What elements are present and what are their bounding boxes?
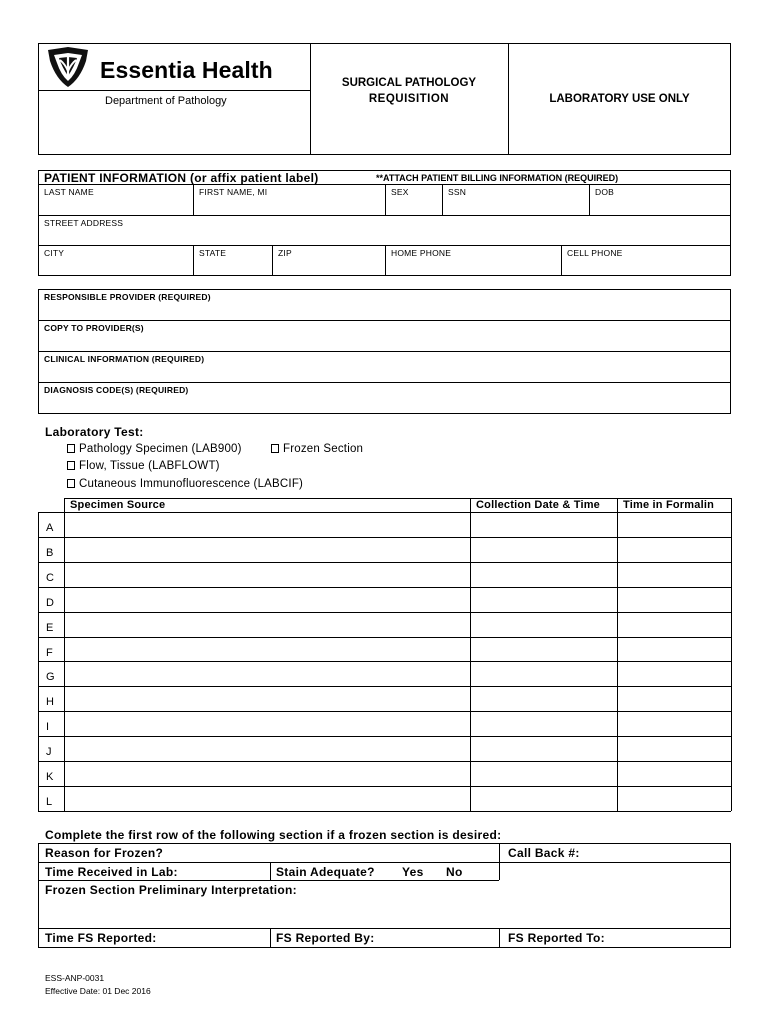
checkbox-icon[interactable]	[271, 444, 279, 453]
row-letter-f: F	[46, 647, 53, 659]
checkbox-icon[interactable]	[67, 444, 75, 453]
checkbox-icon[interactable]	[67, 479, 75, 488]
frozen-intro: Complete the first row of the following section if a frozen section is desired:	[45, 828, 502, 842]
sex-field[interactable]: SEX	[391, 187, 409, 197]
col-time-in-formalin: Time in Formalin	[623, 499, 715, 511]
form-id: ESS-ANP-0031	[45, 973, 105, 983]
lab-use-only: LABORATORY USE ONLY	[549, 93, 690, 105]
cell-phone-field[interactable]: CELL PHONE	[567, 248, 623, 258]
patient-heading: PATIENT INFORMATION (or affix patient label)	[44, 171, 319, 185]
col-specimen-source: Specimen Source	[70, 499, 166, 511]
table-row[interactable]	[65, 513, 730, 536]
checkbox-icon[interactable]	[67, 461, 75, 470]
table-row[interactable]	[65, 563, 730, 586]
essentia-logo-icon	[45, 45, 91, 89]
table-row[interactable]	[65, 638, 730, 661]
stain-yes-option[interactable]: Yes	[402, 865, 424, 879]
first-name-field[interactable]: FIRST NAME, MI	[199, 187, 268, 197]
state-field[interactable]: STATE	[199, 248, 227, 258]
fs-reported-by-field[interactable]: FS Reported By:	[276, 931, 375, 945]
copy-to-provider-field[interactable]: COPY TO PROVIDER(S)	[44, 323, 144, 333]
billing-note: **ATTACH PATIENT BILLING INFORMATION (REQUIRED)	[376, 173, 619, 183]
row-letter-b: B	[46, 547, 54, 559]
lab-test-heading: Laboratory Test:	[45, 425, 144, 439]
form-title-line2: REQUISITION	[368, 93, 450, 105]
call-back-field[interactable]: Call Back #:	[508, 846, 580, 860]
row-letter-h: H	[46, 696, 55, 708]
preliminary-interpretation-field[interactable]: Frozen Section Preliminary Interpretation:	[45, 883, 297, 897]
zip-field[interactable]: ZIP	[278, 248, 292, 258]
option-flow-tissue[interactable]: Flow, Tissue (LABFLOWT)	[67, 460, 220, 472]
fs-reported-to-field[interactable]: FS Reported To:	[508, 931, 605, 945]
table-row[interactable]	[65, 538, 730, 561]
responsible-provider-field[interactable]: RESPONSIBLE PROVIDER (REQUIRED)	[44, 292, 211, 302]
stain-no-option[interactable]: No	[446, 865, 463, 879]
row-letter-i: I	[46, 721, 50, 733]
clinical-info-field[interactable]: CLINICAL INFORMATION (REQUIRED)	[44, 354, 205, 364]
table-row-line	[38, 811, 731, 812]
table-row[interactable]	[65, 737, 730, 760]
table-row[interactable]	[65, 613, 730, 636]
department-name: Department of Pathology	[105, 95, 227, 107]
effective-date: Effective Date: 01 Dec 2016	[45, 986, 151, 996]
home-phone-field[interactable]: HOME PHONE	[391, 248, 452, 258]
table-row[interactable]	[65, 787, 730, 810]
row-letter-k: K	[46, 771, 54, 783]
form-title-line1: SURGICAL PATHOLOGY	[341, 77, 477, 89]
option-cutaneous-if[interactable]: Cutaneous Immunofluorescence (LABCIF)	[67, 478, 303, 490]
table-row[interactable]	[65, 762, 730, 785]
row-letter-j: J	[46, 746, 52, 758]
diagnosis-code-field[interactable]: DIAGNOSIS CODE(S) (REQUIRED)	[44, 385, 189, 395]
time-received-field[interactable]: Time Received in Lab:	[45, 865, 178, 879]
table-row[interactable]	[65, 712, 730, 735]
stain-adequate-label: Stain Adequate?	[276, 865, 375, 879]
reason-for-frozen-field[interactable]: Reason for Frozen?	[45, 846, 164, 860]
dob-field[interactable]: DOB	[595, 187, 615, 197]
option-frozen-section[interactable]: Frozen Section	[271, 443, 363, 455]
table-row[interactable]	[65, 662, 730, 685]
table-row[interactable]	[65, 588, 730, 611]
city-field[interactable]: CITY	[44, 248, 65, 258]
last-name-field[interactable]: LAST NAME	[44, 187, 94, 197]
brand-name: Essentia Health	[100, 57, 273, 83]
row-letter-c: C	[46, 572, 55, 584]
header-logo-underline	[38, 90, 310, 91]
ssn-field[interactable]: SSN	[448, 187, 467, 197]
row-letter-l: L	[46, 796, 53, 808]
time-fs-reported-field[interactable]: Time FS Reported:	[45, 931, 157, 945]
row-letter-a: A	[46, 522, 54, 534]
table-row[interactable]	[65, 687, 730, 710]
option-pathology-specimen[interactable]: Pathology Specimen (LAB900)	[67, 443, 242, 455]
street-address-field[interactable]: STREET ADDRESS	[44, 218, 124, 228]
row-letter-d: D	[46, 597, 55, 609]
col-collection-date-time: Collection Date & Time	[476, 499, 600, 511]
row-letter-g: G	[46, 671, 55, 683]
table-right-line	[731, 498, 732, 811]
row-letter-e: E	[46, 622, 54, 634]
